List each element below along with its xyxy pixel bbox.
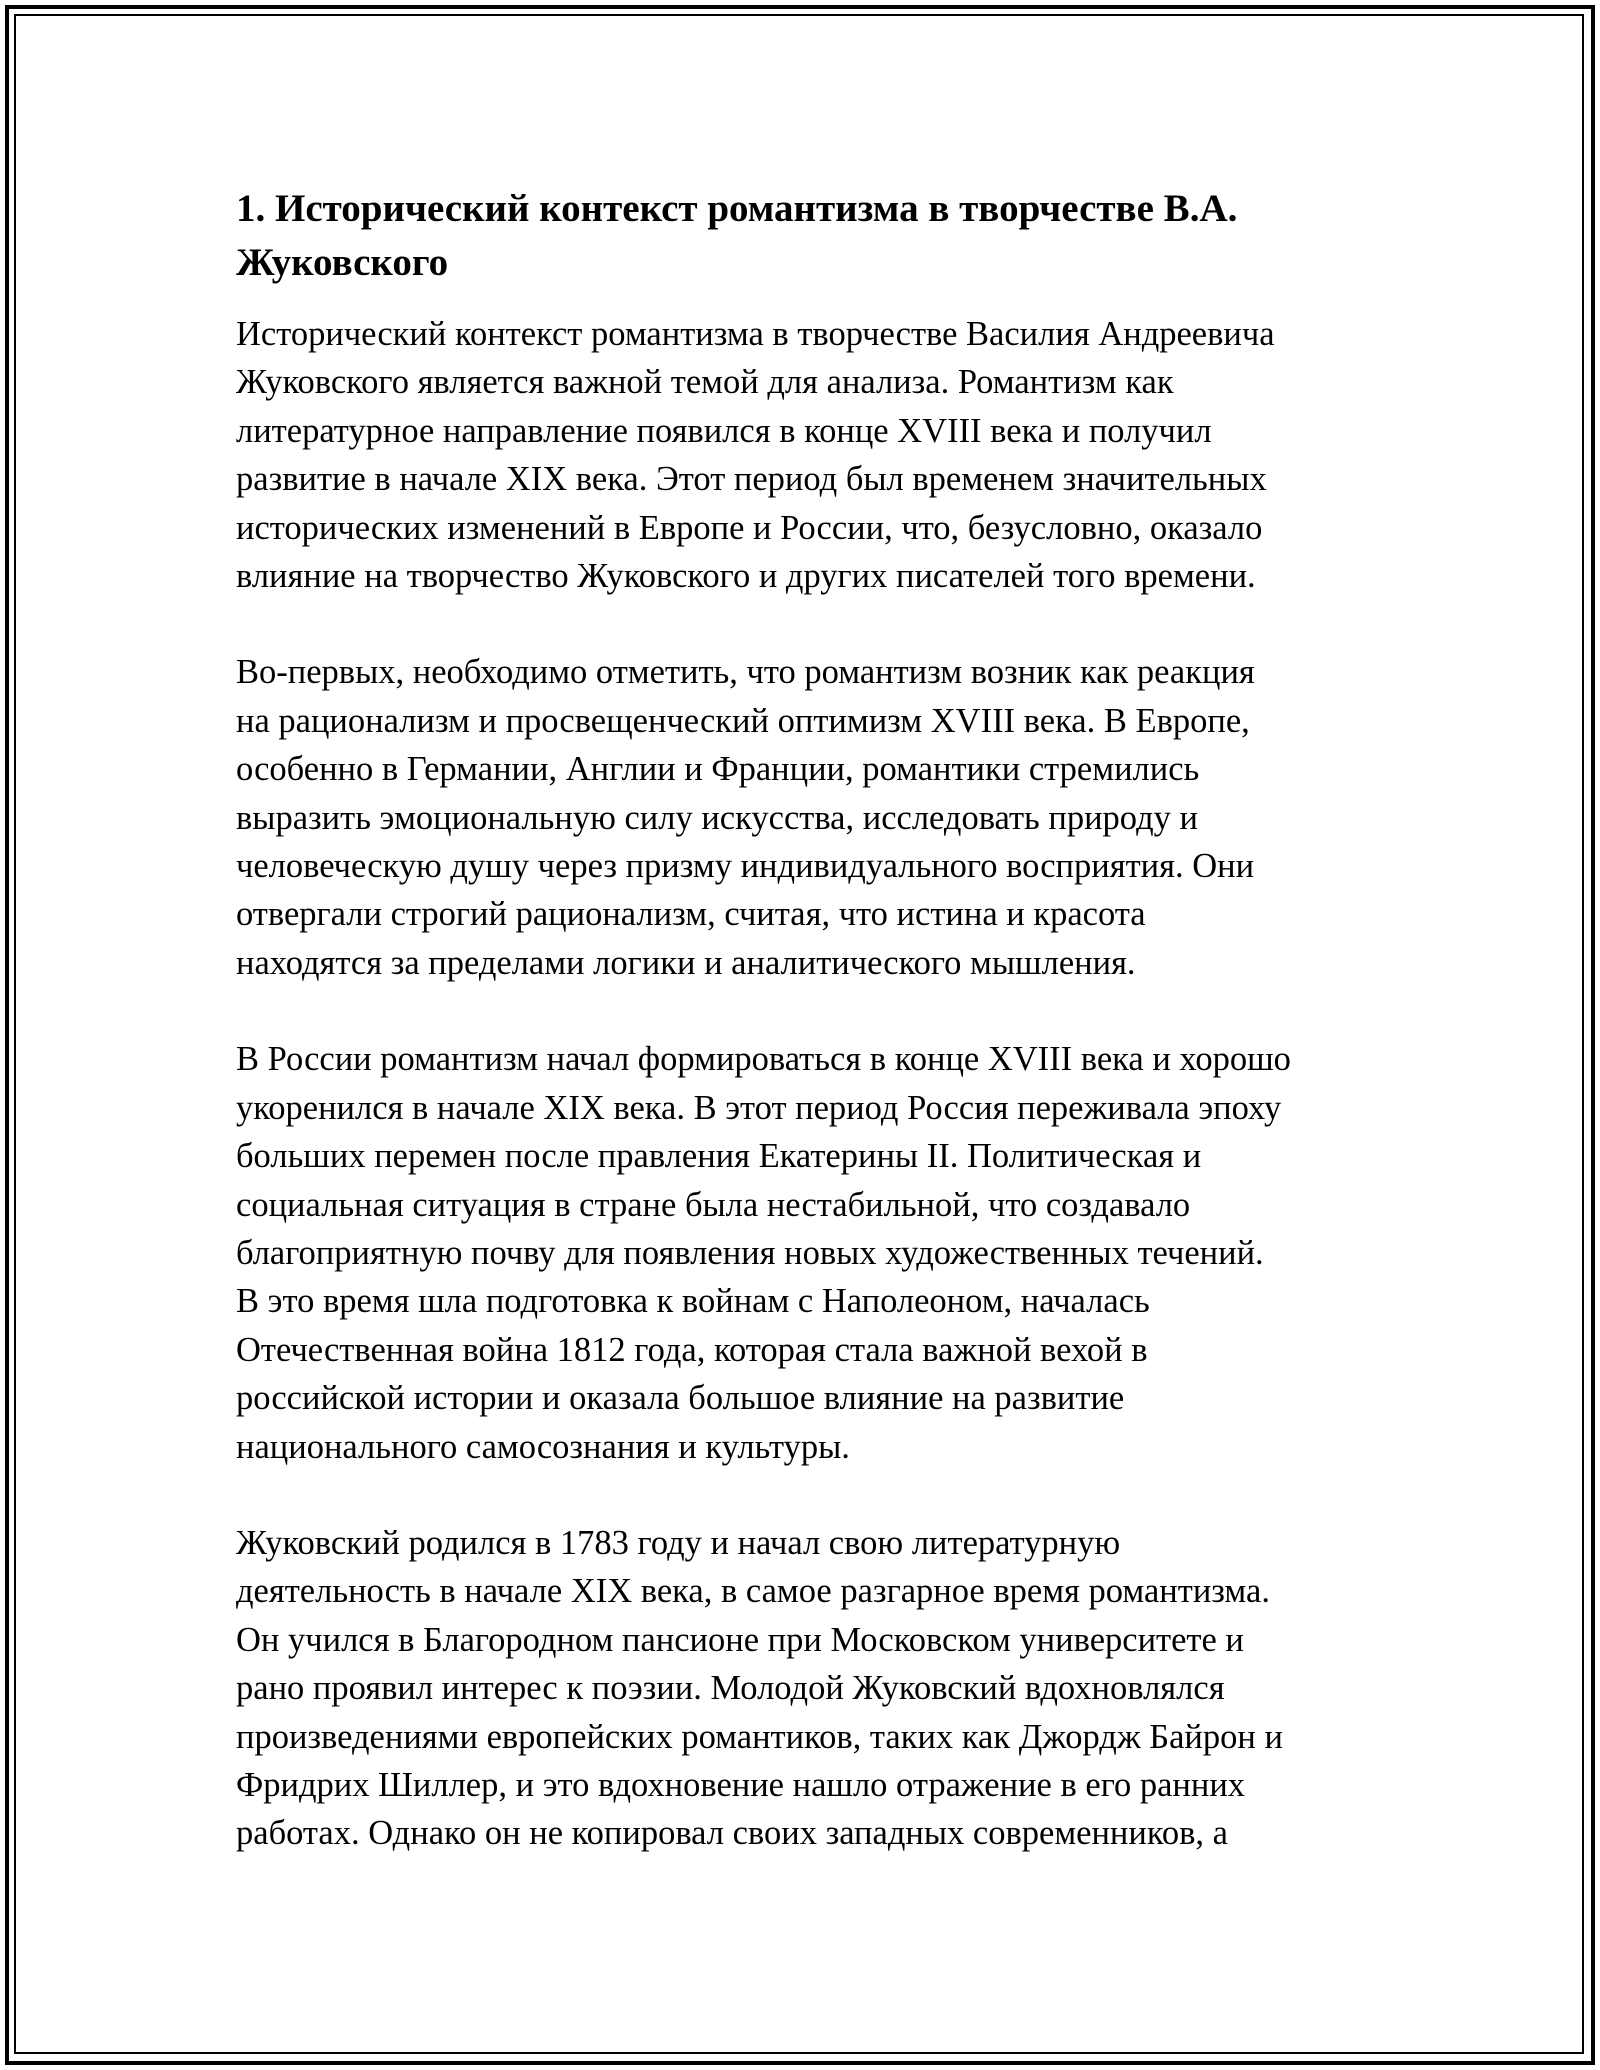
document-body	[236, 182, 1376, 1906]
paragraph-4: Жуковский родился в 1783 году и начал свою литературную деятельность в начале XIX века, в самое разгарное время романтизма. Он учился в Благородном пансионе при Московском университете и рано проявил интерес к поэзии. Молодой Жуковский вдохновлялся произведениями европейских романтиков, таких как Джордж Байрон и Фридрих Шиллер, и это вдохновение нашло отражение в его ранних работах. Однако он не копировал своих западных современников, а	[236, 1523, 1283, 1853]
paragraph-3: В России романтизм начал формироваться в конце XVIII века и хорошо укоренился в начале XIX века. В этот период Россия переживала эпоху больших перемен после правления Екатерины II. Политическая и социальная ситуация в стране была нестабильной, что создавало благоприятную почву для появления новых художественных течений. В это время шла подготовка к войнам с Наполеоном, началась Отечественная война 1812 года, которая стала важной вехой в российской истории и оказала большое влияние на развитие национального самосознания и культуры.	[236, 1040, 1291, 1466]
section-heading: 1. Исторический контекст романтизма в творчестве В.А. Жуковского	[236, 187, 1238, 284]
paragraph-1: Исторический контекст романтизма в творчестве Василия Андреевича Жуковского является важной темой для анализа. Романтизм как литературное направление появился в конце XVIII века и получил развитие в начале XIX века. Этот период был временем значительных исторических изменений в Европе и России, что, безусловно, оказало влияние на творчество Жуковского и других писателей того времени.	[236, 315, 1275, 596]
paragraph-2: Во-первых, необходимо отметить, что романтизм возник как реакция на рационализм и просвещенческий оптимизм XVIII века. В Европе, особенно в Германии, Англии и Франции, романтики стремились выразить эмоциональную силу искусства, исследовать природу и человеческую душу через призму индивидуального восприятия. Они отвергали строгий рационализм, считая, что истина и красота находятся за пределами логики и аналитического мышления.	[236, 653, 1255, 982]
